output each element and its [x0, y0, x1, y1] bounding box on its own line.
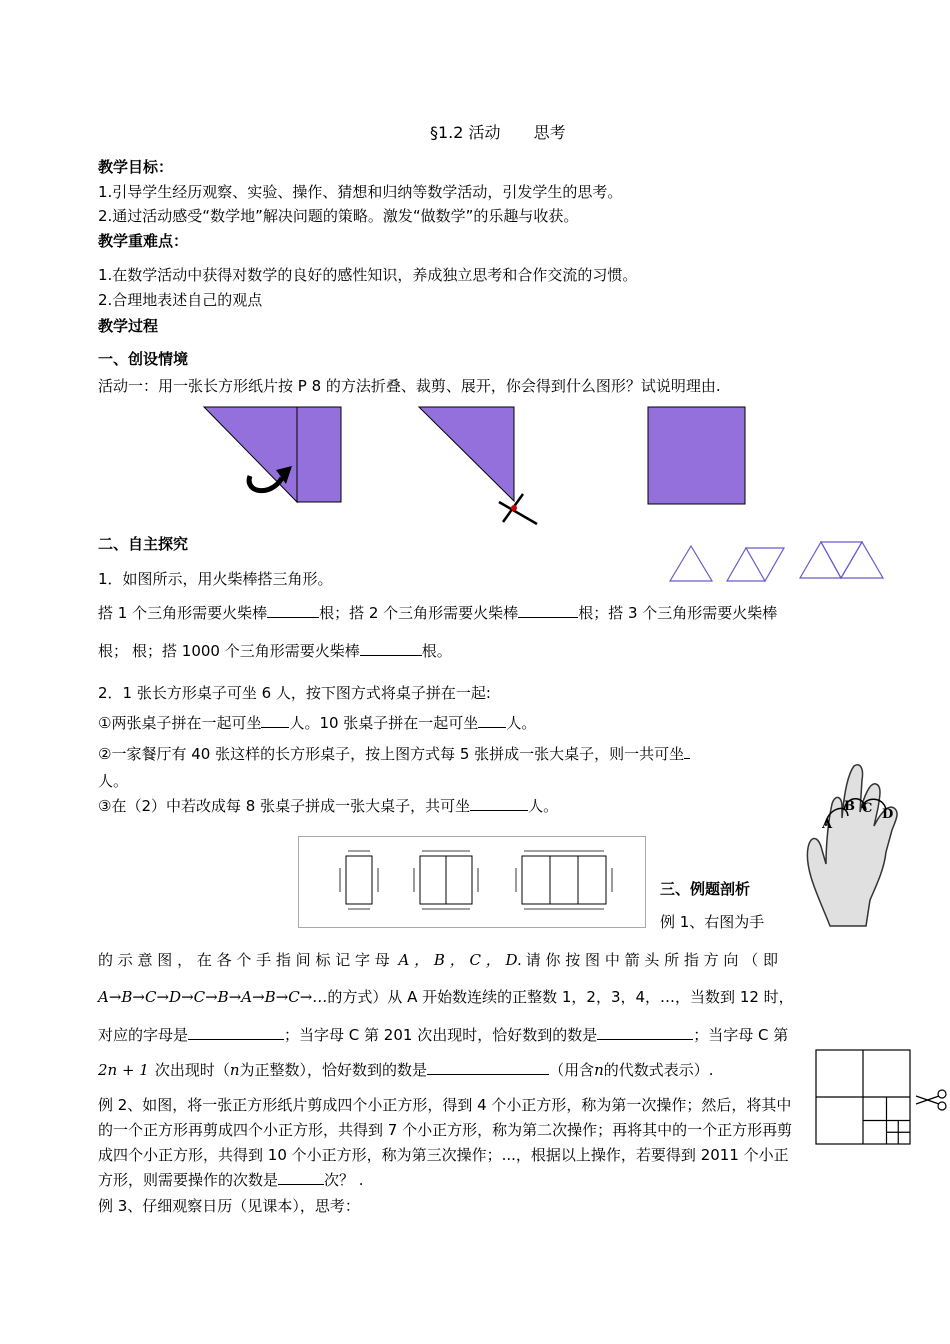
objectives-heading: 教学目标：	[98, 158, 174, 176]
answer-blank[interactable]	[427, 1059, 549, 1075]
hand-label: A	[822, 817, 833, 832]
activity-text: 活动一：用一张长方形纸片按 P 8 的方法折叠、裁剪、展开，你会得到什么图形？试说明理由.	[98, 377, 721, 395]
fold-figure-2	[415, 404, 545, 529]
answer-blank[interactable]	[478, 712, 506, 728]
answer-blank[interactable]	[278, 1169, 324, 1185]
q1-line2: 根； 根；搭 1000 个三角形需要火柴棒 根。	[98, 642, 452, 660]
q2-part3: ③在（2）中若改成每 8 张桌子拼成一张大桌子，共可坐 人。	[98, 797, 559, 815]
fold-figure-1	[200, 404, 345, 509]
fold-figure-3	[645, 404, 750, 508]
section3-heading: 三、例题剖析	[660, 880, 751, 898]
example1-line3: A→B→C→D→C→B→A→B→C→…的方式）从 A 开始数连续的正整数 1，2，3，4，…，当数到 12 时，	[98, 988, 794, 1006]
keypoints-heading: 教学重难点：	[98, 232, 189, 250]
hand-label: C	[862, 801, 873, 816]
objective-item: 2.通过活动感受“数学地”解决问题的策略。激发“做数学”的乐趣与收获。	[98, 207, 579, 225]
q2-part2-end: 人。	[98, 772, 129, 790]
q2-part1: ①两张桌子拼在一起可坐 人。10 张桌子拼在一起可坐 人。	[98, 714, 537, 732]
matchstick-triangles	[665, 536, 895, 586]
hand-figure	[800, 760, 915, 928]
keypoint-item: 2.合理地表述自己的观点	[98, 291, 263, 309]
answer-blank[interactable]	[518, 602, 578, 618]
q1-line1: 搭 1 个三角形需要火柴棒 根；搭 2 个三角形需要火柴棒 根；搭 3 个三角形需要火柴棒	[98, 604, 778, 622]
q2-part2: ②一家餐厅有 40 张这样的长方形桌子，按上图方式每 5 张拼成一张大桌子，则一共可坐	[98, 743, 690, 764]
section2-heading: 二、自主探究	[98, 535, 189, 553]
section1-heading: 一、创设情境	[98, 350, 189, 368]
answer-blank[interactable]	[470, 795, 528, 811]
page-title: §1.2 活动 思考	[430, 123, 566, 142]
tables-figure	[298, 836, 646, 928]
answer-blank[interactable]	[684, 743, 690, 759]
q2-intro: 2．1 张长方形桌子可坐 6 人，按下图方式将桌子拼在一起:	[98, 684, 491, 702]
answer-blank[interactable]	[261, 712, 289, 728]
answer-blank[interactable]	[597, 1024, 693, 1040]
example1-line4: 对应的字母是 ；当字母 C 第 201 次出现时，恰好数到的数是 ；当字母 C 第	[98, 1026, 789, 1044]
keypoint-item: 1.在数学活动中获得对数学的良好的感性知识，养成独立思考和合作交流的习惯。	[98, 266, 638, 284]
example2-text: 例 2、如图，将一张正方形纸片剪成四个小正方形，得到 4 个小正方形，称为第一次操作；然后，将其中的一个正方形再剪成四个小正方形，共得到 7 个小正方形，称为第二次操作；再将其中的一个正方形再剪成四个小正方形，共得到 10 个小正方形，称为第三次操作；...，根据以上操作，若要得到 2011 个小正方形，则需要操作的次数是 次？ .	[98, 1096, 793, 1189]
objective-item: 1.引导学生经历观察、实验、操作、猜想和归纳等数学活动，引发学生的思考。	[98, 183, 623, 201]
example3-text: 例 3、仔细观察日历（见课本），思考：	[98, 1197, 360, 1215]
square-cut-figure	[812, 1048, 950, 1148]
example1-line5: 2n + 1 次出现时（n为正整数），恰好数到的数是 （用含n的代数式表示）.	[98, 1061, 714, 1079]
process-heading: 教学过程	[98, 317, 159, 335]
hand-label: B	[844, 799, 855, 814]
example1-start: 例 1、右图为手	[660, 913, 765, 931]
answer-blank[interactable]	[360, 640, 422, 656]
answer-blank[interactable]	[267, 602, 319, 618]
example1-line2: 的 示 意 图 ， 在 各 个 手 指 间 标 记 字 母 A ， B ， C ， D. 请 你 按 图 中 箭 头 所 指 方 向 （ 即	[98, 951, 778, 969]
hand-label: D	[882, 807, 894, 822]
q1-intro: 1．如图所示，用火柴棒搭三角形。	[98, 570, 333, 588]
answer-blank[interactable]	[188, 1024, 284, 1040]
